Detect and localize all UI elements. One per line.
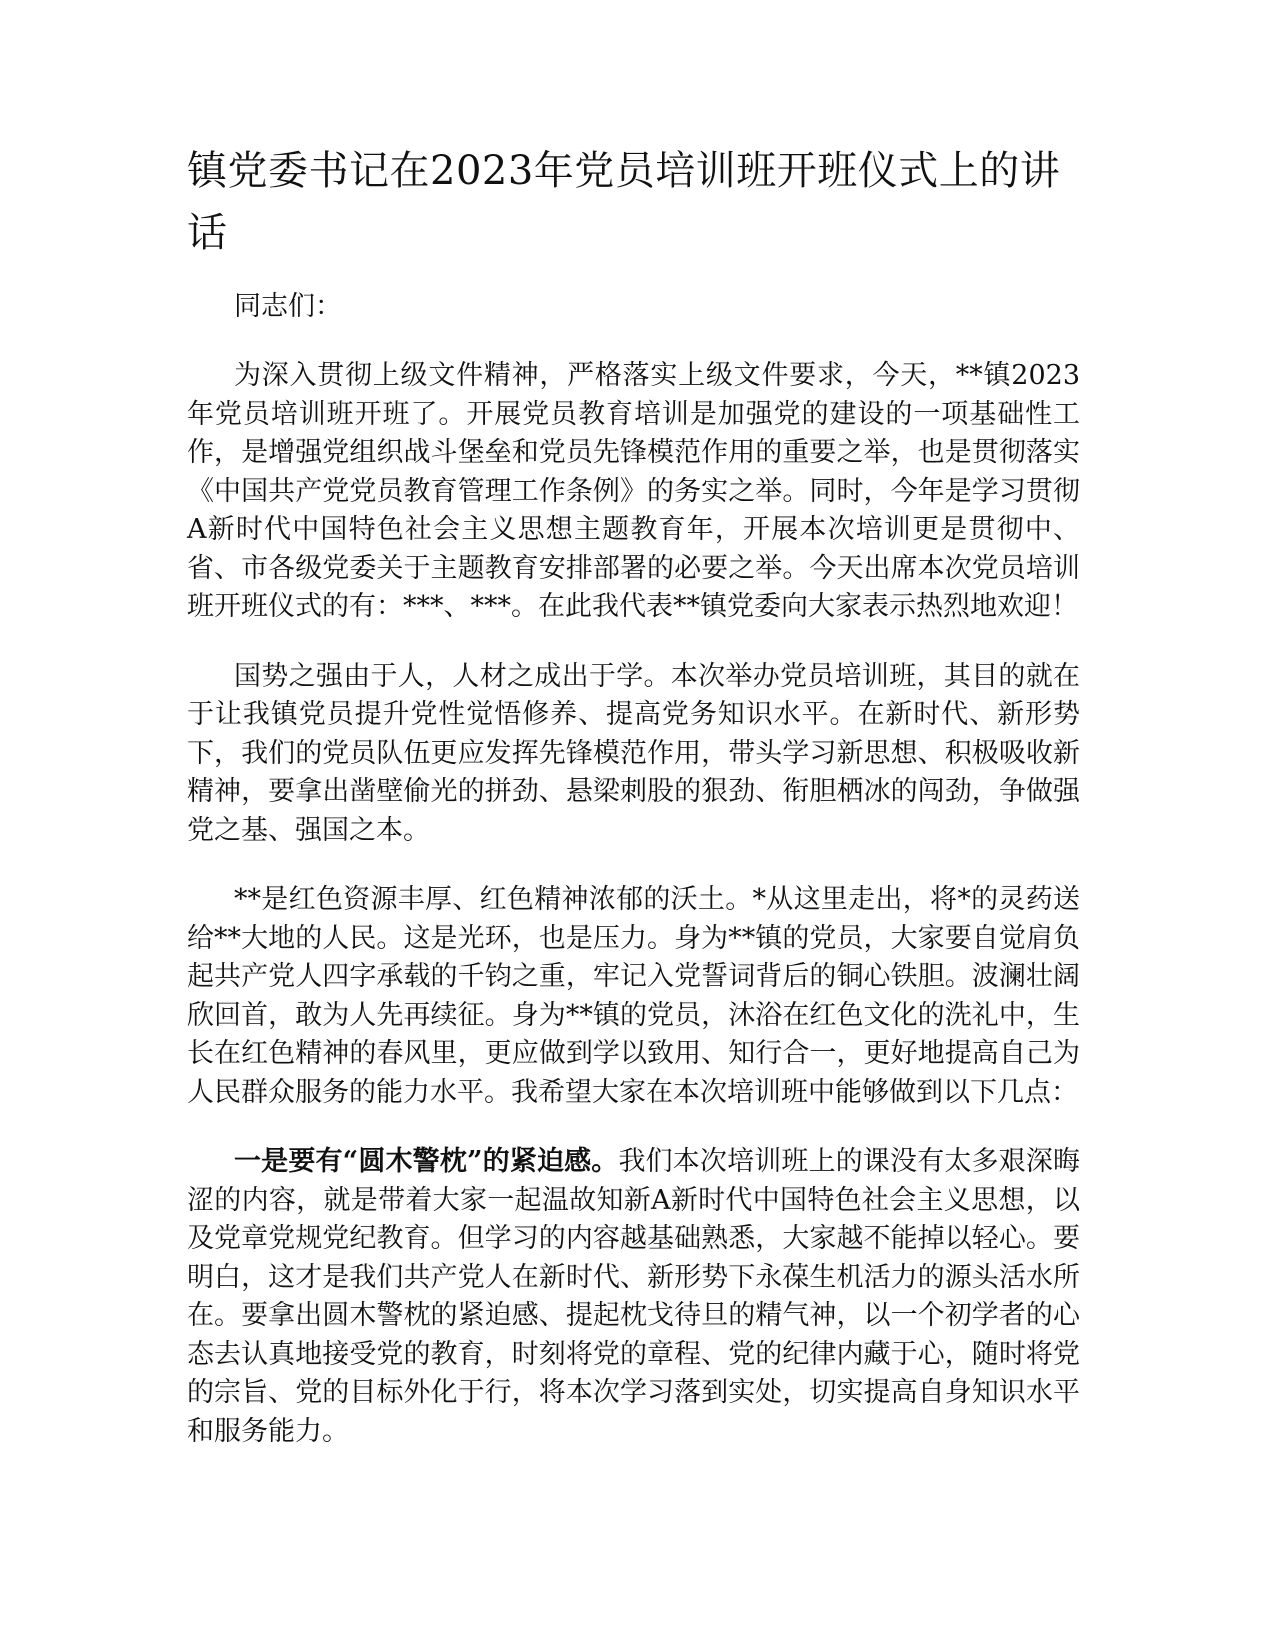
document-page (187, 140, 1080, 1451)
paragraph-2 (187, 627, 1080, 851)
paragraph-1 (187, 326, 1080, 627)
paragraph-text: 我们本次培训班上的课没有太多艰深晦涩的内容，就是带着大家一起温故知新A新时代中国特色社会主义思想，以及党章党规党纪教育。但学习的内容越基础熟悉，大家越不能掉以轻心。要明白，这才是我们共产党人在新时代、新形势下永葆生机活力的源头活水所在。要拿出圆木警枕的紧迫感、提起枕戈待旦的精气神，以一个初学者的心态去认真地接受党的教育，时刻将党的章程、党的纪律内藏于心，随时将党的宗旨、党的目标外化于行，将本次学习落到实处，切实提高自身知识水平和服务能力。 (187, 1146, 1081, 1447)
salutation: 同志们： (234, 291, 342, 322)
paragraph-4 (187, 1112, 1080, 1451)
paragraph-3 (187, 850, 1080, 1112)
paragraph-text: **是红色资源丰厚、红色精神浓郁的沃土。*从这里走出，将*的灵药送给**大地的人民。这是光环，也是压力。身为**镇的党员，大家要自觉肩负起共产党人四字承载的千钧之重，牢记入党誓词背后的铜心铁胆。波澜壮阔欣回首，敢为人先再续征。身为**镇的党员，沐浴在红色文化的洗礼中，生长在红色精神的春风里，更应做到学以致用、知行合一，更好地提高自己为人民群众服务的能力水平。我希望大家在本次培训班中能够做到以下几点： (187, 884, 1080, 1108)
document-title: 镇党委书记在2023年党员培训班开班仪式上的讲话 (187, 148, 1061, 256)
paragraph-text: 为深入贯彻上级文件精神，严格落实上级文件要求，今天，**镇2023年党员培训班开班了。开展党员教育培训是加强党的建设的一项基础性工作，是增强党组织战斗堡垒和党员先锋模范作用的重要之举，也是贯彻落实《中国共产党党员教育管理工作条例》的务实之举。同时，今年是学习贯彻A新时代中国特色社会主义思想主题教育年，开展本次培训更是贯彻中、省、市各级党委关于主题教育安排部署的必要之举。今天出席本次党员培训班开班仪式的有：***、***。在此我代表**镇党委向大家表示热烈地欢迎！ (187, 360, 1080, 622)
paragraph-text: 国势之强由于人，人材之成出于学。本次举办党员培训班，其目的就在于让我镇党员提升党性觉悟修养、提高党务知识水平。在新时代、新形势下，我们的党员队伍更应发挥先锋模范作用，带头学习新思想、积极吸收新精神，要拿出凿壁偷光的拼劲、悬梁刺股的狠劲、衔胆栖冰的闯劲，争做强党之基、强国之本。 (187, 660, 1080, 846)
paragraph-lead: 一是要有“圆木警枕”的紧迫感。 (234, 1146, 619, 1177)
